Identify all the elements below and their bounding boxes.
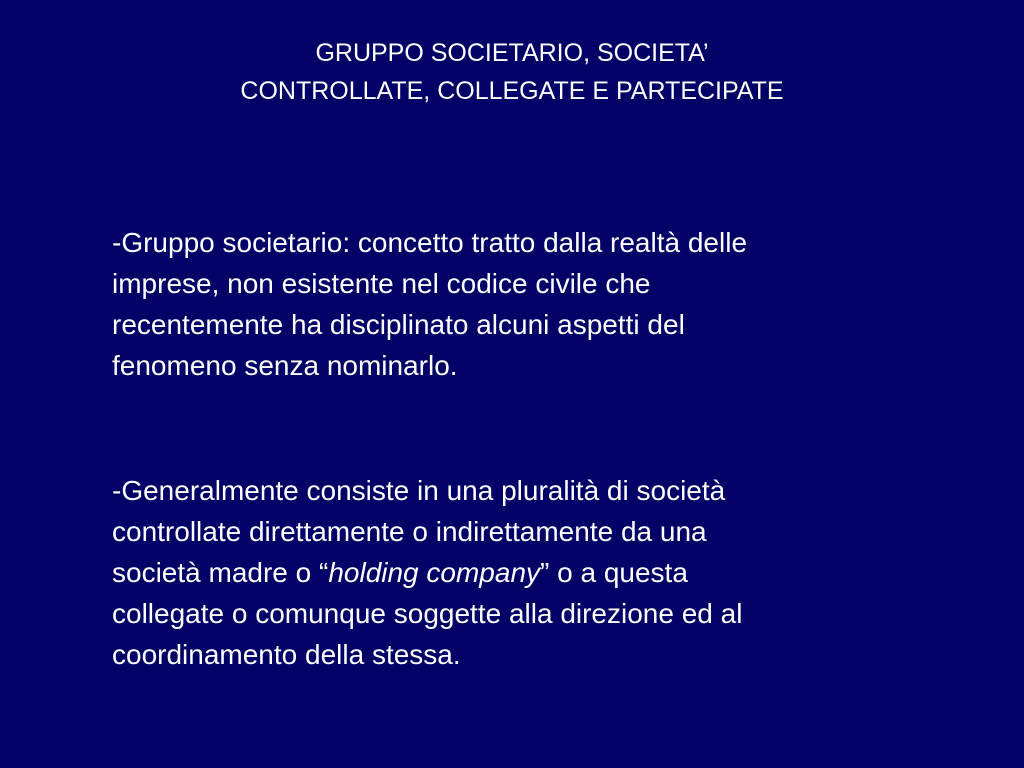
paragraph2-line-3	[112, 552, 912, 593]
paragraph-group-definition	[112, 222, 912, 386]
paragraph2-line-3-before: società madre o “	[112, 557, 329, 588]
paragraph2-line-3-after: ” o a questa	[540, 557, 688, 588]
paragraph2-line-1: -Generalmente consiste in una pluralità di società	[112, 475, 726, 506]
paragraph1-line-1: -Gruppo societario: concetto tratto dalla realtà delle	[112, 227, 748, 258]
title-line-1: GRUPPO SOCIETARIO, SOCIETA’	[315, 39, 709, 67]
holding-company-term: holding company	[328, 557, 541, 588]
paragraph-group-composition	[112, 470, 912, 675]
paragraph1-line-2: imprese, non esistente nel codice civile che	[112, 268, 651, 299]
paragraph1-line-3: recentemente ha disciplinato alcuni aspetti del	[112, 309, 685, 340]
title-line-2: CONTROLLATE, COLLEGATE E PARTECIPATE	[240, 77, 784, 105]
paragraph2-line-2: controllate direttamente o indirettamente da una	[112, 516, 707, 547]
paragraph1-line-4: fenomeno senza nominarlo.	[112, 350, 458, 381]
slide-title	[0, 34, 1024, 110]
paragraph2-line-5: coordinamento della stessa.	[112, 639, 461, 670]
paragraph2-line-4: collegate o comunque soggette alla direzione ed al	[112, 598, 743, 629]
